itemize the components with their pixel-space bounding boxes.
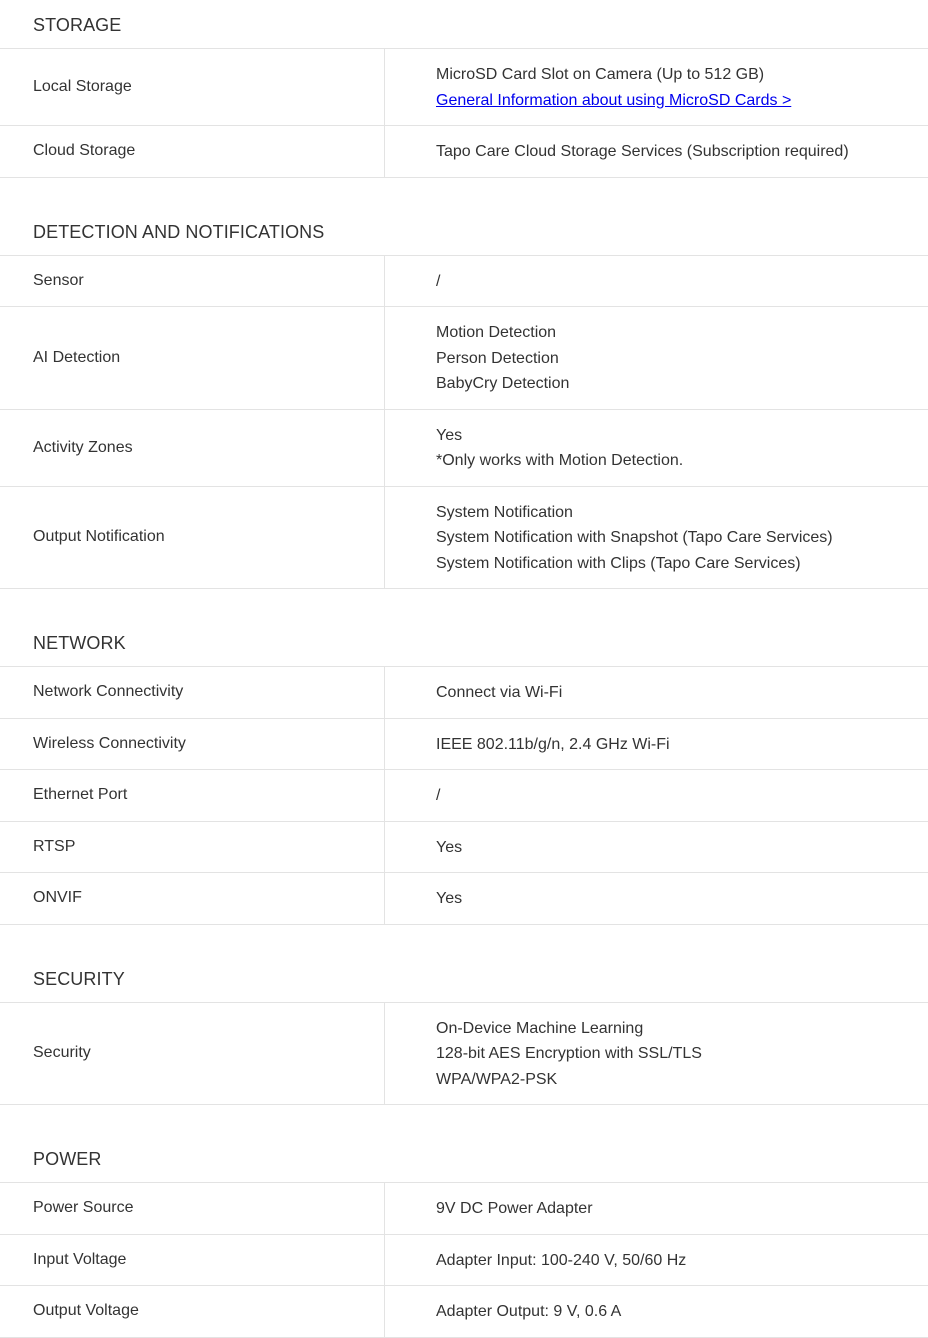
- spec-label: Power Source: [0, 1183, 385, 1234]
- spec-value: [385, 1183, 928, 1234]
- spec-label: Ethernet Port: [0, 770, 385, 821]
- spec-row-network-connectivity: [0, 667, 928, 719]
- spec-value-line: 9V DC Power Adapter: [436, 1200, 593, 1217]
- section-gap: [0, 925, 928, 954]
- spec-row-onvif: [0, 873, 928, 925]
- spec-value-line: WPA/WPA2-PSK: [436, 1070, 558, 1088]
- spec-label: Output Notification: [0, 487, 385, 589]
- spec-value: [385, 667, 928, 718]
- spec-value-line: Yes: [436, 838, 463, 856]
- section-network: [0, 618, 928, 925]
- spec-label: Cloud Storage: [0, 126, 385, 177]
- spec-row-output-notification: [0, 487, 928, 590]
- section-title: SECURITY: [0, 954, 928, 1003]
- spec-label: Activity Zones: [0, 410, 385, 486]
- spec-row-rtsp: [0, 822, 928, 874]
- section-gap: [0, 1105, 928, 1134]
- spec-label: ONVIF: [0, 873, 385, 924]
- spec-row-ethernet-port: [0, 770, 928, 822]
- spec-value-line: System Notification: [436, 503, 573, 521]
- spec-row-input-voltage: [0, 1235, 928, 1287]
- spec-value: [385, 822, 928, 873]
- spec-row-wireless-connectivity: [0, 719, 928, 771]
- spec-value-line: Connect via Wi-Fi: [436, 684, 563, 701]
- section-detection-and-notifications: [0, 207, 928, 590]
- spec-row-security: [0, 1003, 928, 1106]
- spec-value-line: *Only works with Motion Detection.: [436, 452, 684, 469]
- spec-value-line: Yes: [436, 426, 463, 444]
- spec-label: AI Detection: [0, 307, 385, 409]
- spec-row-activity-zones: [0, 410, 928, 487]
- spec-value: [385, 49, 928, 125]
- spec-value-line: Yes: [436, 890, 463, 907]
- spec-row-sensor: [0, 256, 928, 308]
- spec-value-line: /: [436, 272, 441, 290]
- spec-value-line: On-Device Machine Learning: [436, 1019, 644, 1037]
- section-title: NETWORK: [0, 618, 928, 667]
- spec-label: Sensor: [0, 256, 385, 307]
- spec-label: Input Voltage: [0, 1235, 385, 1286]
- spec-row-output-voltage: [0, 1286, 928, 1338]
- spec-value: [385, 126, 928, 177]
- spec-value-line: MicroSD Card Slot on Camera (Up to 512 GB): [436, 66, 765, 83]
- section-storage: [0, 0, 928, 178]
- section-title: POWER: [0, 1134, 928, 1183]
- spec-value-line: Adapter Input: 100-240 V, 50/60 Hz: [436, 1251, 687, 1269]
- section-security: [0, 954, 928, 1106]
- spec-value: [385, 770, 928, 821]
- spec-label: Wireless Connectivity: [0, 719, 385, 770]
- spec-label: Security: [0, 1003, 385, 1105]
- section-title: STORAGE: [0, 0, 928, 49]
- section-power: [0, 1134, 928, 1338]
- section-gap: [0, 589, 928, 618]
- spec-value: [385, 410, 928, 486]
- spec-value-line: Motion Detection: [436, 324, 557, 341]
- spec-value: [385, 256, 928, 307]
- spec-value: [385, 1235, 928, 1286]
- spec-value-line: 128-bit AES Encryption with SSL/TLS: [436, 1045, 702, 1062]
- spec-value: [385, 1286, 928, 1337]
- spec-value-line: System Notification with Clips (Tapo Care Services): [436, 554, 801, 572]
- spec-row-power-source: [0, 1183, 928, 1235]
- spec-label: RTSP: [0, 822, 385, 873]
- spec-label: Network Connectivity: [0, 667, 385, 718]
- spec-value-line: BabyCry Detection: [436, 375, 570, 392]
- spec-row-cloud-storage: [0, 126, 928, 178]
- spec-value-line: /: [436, 787, 441, 804]
- spec-value-line: Tapo Care Cloud Storage Services (Subscription required): [436, 143, 849, 160]
- spec-label: Local Storage: [0, 49, 385, 125]
- spec-value: [385, 307, 928, 409]
- spec-value: [385, 487, 928, 589]
- spec-value: [385, 719, 928, 770]
- spec-value-line: Adapter Output: 9 V, 0.6 A: [436, 1303, 622, 1320]
- spec-row-ai-detection: [0, 307, 928, 410]
- spec-row-local-storage: [0, 49, 928, 126]
- section-title: DETECTION AND NOTIFICATIONS: [0, 207, 928, 256]
- spec-label: Output Voltage: [0, 1286, 385, 1337]
- spec-value: [385, 873, 928, 924]
- section-gap: [0, 178, 928, 207]
- microsd-info-link[interactable]: General Information about using MicroSD Cards >: [436, 91, 792, 109]
- spec-value-line: IEEE 802.11b/g/n, 2.4 GHz Wi-Fi: [436, 735, 670, 753]
- spec-value: [385, 1003, 928, 1105]
- spec-value-line: System Notification with Snapshot (Tapo Care Services): [436, 529, 833, 546]
- spec-value-line: Person Detection: [436, 349, 559, 367]
